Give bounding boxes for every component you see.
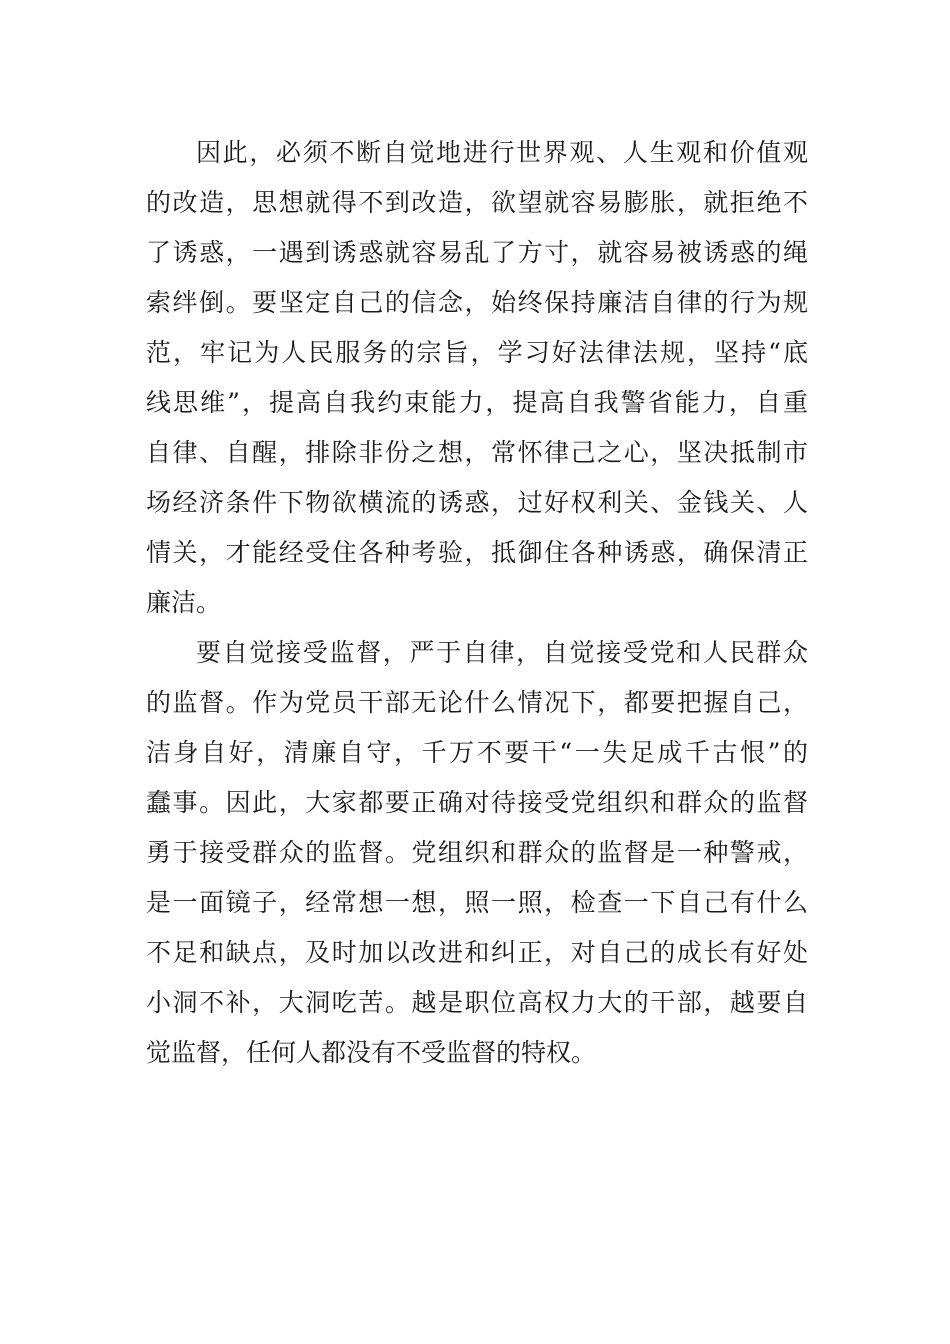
text-line: 要自觉接受监督，严于自律，自觉接受党和人民群众 <box>196 638 808 667</box>
text-line: 是一面镜子，经常想一想，照一照，检查一下自己有什么 <box>146 888 808 917</box>
text-line: 蠢事。因此，大家都要正确对待接受党组织和群众的监督 <box>146 788 808 817</box>
text-line: 廉洁。 <box>146 588 222 617</box>
paragraph-2 <box>146 628 808 1078</box>
text-line: 的改造，思想就得不到改造，欲望就容易膨胀，就拒绝不 <box>146 188 808 217</box>
text-line: 的监督。作为党员干部无论什么情况下，都要把握自己， <box>146 688 808 717</box>
text-line: 因此，必须不断自觉地进行世界观、人生观和价值观 <box>196 138 808 167</box>
text-line: 勇于接受群众的监督。党组织和群众的监督是一种警戒， <box>146 838 808 867</box>
paragraph-1 <box>146 128 808 628</box>
text-line: 不足和缺点，及时加以改进和纠正，对自己的成长有好处 <box>146 938 808 967</box>
text-line: 线思维”，提高自我约束能力，提高自我警省能力，自重 <box>146 388 808 417</box>
text-line: 范，牢记为人民服务的宗旨，学习好法律法规，坚持“底 <box>146 338 808 367</box>
text-line: 索绊倒。要坚定自己的信念，始终保持廉洁自律的行为规 <box>146 288 808 317</box>
text-line: 场经济条件下物欲横流的诱惑，过好权利关、金钱关、人 <box>146 488 808 517</box>
text-line: 小洞不补，大洞吃苦。越是职位高权力大的干部，越要自 <box>146 988 808 1017</box>
text-line: 了诱惑，一遇到诱惑就容易乱了方寸，就容易被诱惑的绳 <box>146 238 808 267</box>
text-line: 情关，才能经受住各种考验，抵御住各种诱惑，确保清正 <box>146 538 808 567</box>
text-line: 自律、自醒，排除非份之想，常怀律己之心，坚决抵制市 <box>146 438 808 467</box>
text-line: 洁身自好，清廉自守，千万不要干“一失足成千古恨”的 <box>146 738 808 767</box>
document-body <box>146 128 808 1078</box>
text-line: 觉监督，任何人都没有不受监督的特权。 <box>146 1038 597 1067</box>
